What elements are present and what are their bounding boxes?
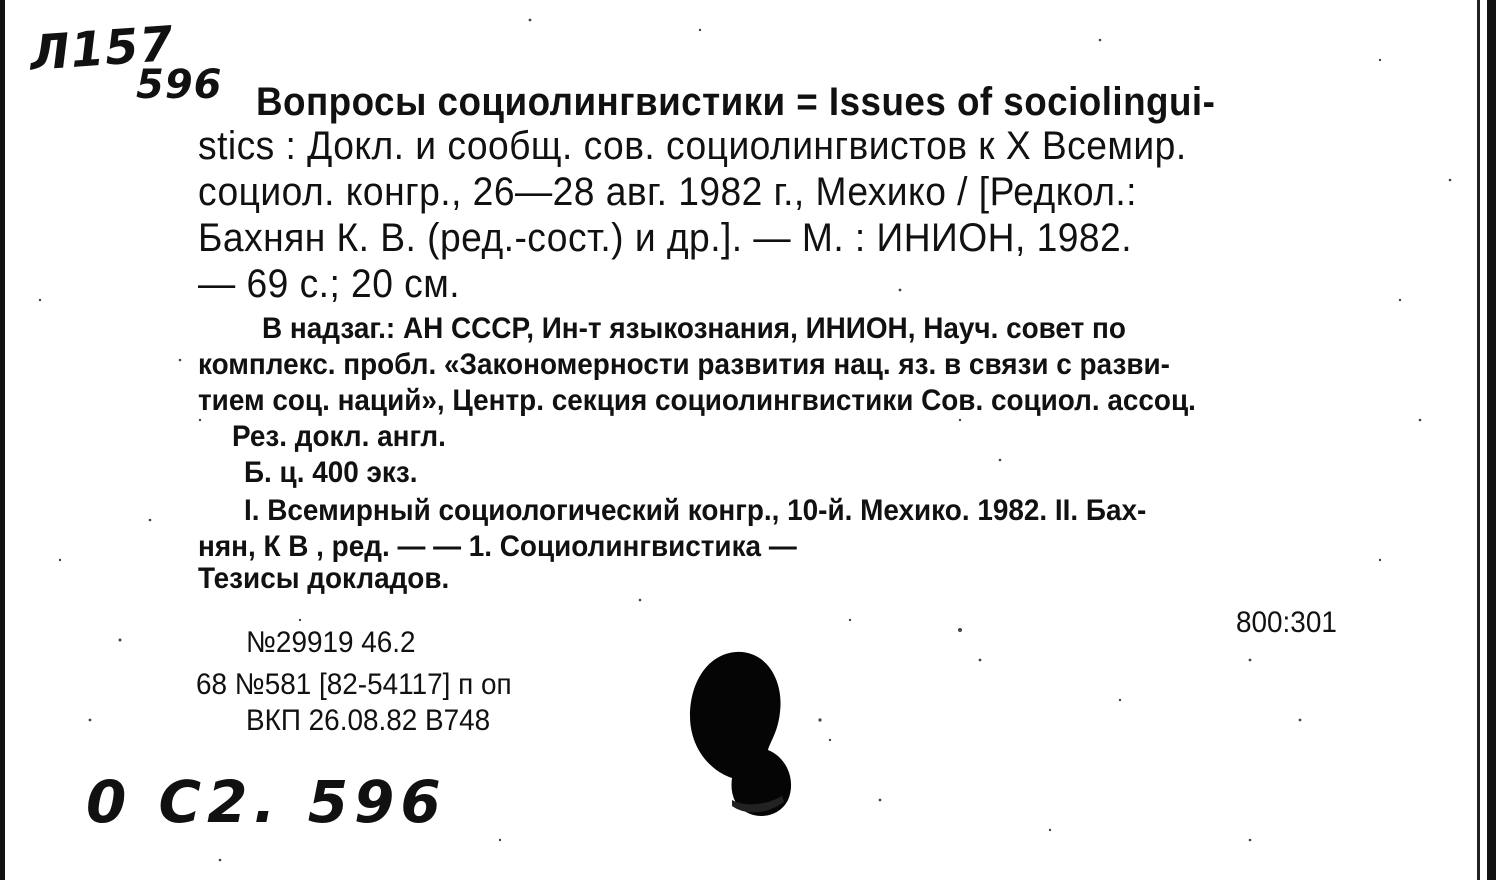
classification-code: 800:301 bbox=[1236, 606, 1337, 639]
note-line-3: тием соц. наций», Центр. секция социолингвистики Сов. социол. ассоц. bbox=[198, 384, 1196, 417]
ink-blot bbox=[688, 650, 798, 820]
note-line-4: Рез. докл. англ. bbox=[232, 420, 446, 453]
handwritten-shelf-mark: 0 С2. 596 bbox=[86, 768, 447, 836]
registry-line-2: 68 №581 [82-54117] п оп bbox=[196, 668, 512, 701]
handwritten-call-number: Л157 bbox=[28, 15, 176, 82]
note-line-1: В надзаг.: АН СССР, Ин-т языкознания, ИНИОН, Науч. совет по bbox=[262, 312, 1126, 345]
registry-line-1: №29919 46.2 bbox=[246, 626, 416, 659]
title-line-4: Бахнян К. В. (ред.-сост.) и др.]. — М. : ИНИОН, 1982. bbox=[198, 216, 1133, 260]
subject-line-1: I. Всемирный социологический конгр., 10-й. Мехико. 1982. II. Бах- bbox=[244, 494, 1147, 527]
title-line-1: Вопросы социолингвистики = Issues of sociolingui- bbox=[256, 80, 1216, 124]
title-line-3: социол. конгр., 26—28 авг. 1982 г., Мехико / [Редкол.: bbox=[198, 170, 1137, 214]
title-line-2: stics : Докл. и сообщ. сов. социолингвистов к X Всемир. bbox=[198, 124, 1187, 168]
note-line-5: Б. ц. 400 экз. bbox=[244, 456, 418, 489]
handwritten-call-number-second: 596 bbox=[136, 62, 223, 108]
registry-line-3: ВКП 26.08.82 В748 bbox=[246, 704, 491, 737]
title-line-5: — 69 с.; 20 см. bbox=[198, 262, 461, 306]
note-line-2: комплекс. пробл. «Закономерности развития нац. яз. в связи с разви- bbox=[198, 348, 1170, 381]
card-left-edge bbox=[0, 0, 5, 880]
card-right-edge-line bbox=[1477, 0, 1480, 880]
card-right-edge bbox=[1487, 0, 1496, 880]
subject-line-2: нян, К В , ред. — — 1. Социолингвистика — bbox=[198, 530, 797, 563]
subject-line-3: Тезисы докладов. bbox=[198, 562, 450, 595]
